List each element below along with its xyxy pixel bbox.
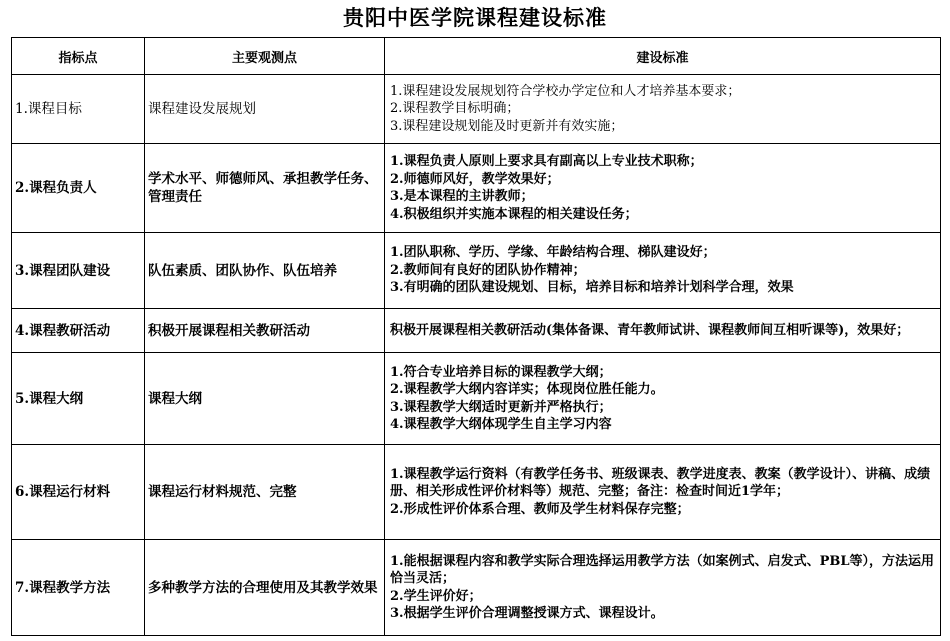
header-standard: 建设标准 bbox=[385, 38, 941, 75]
standard-cell bbox=[385, 309, 941, 353]
table-row bbox=[12, 144, 941, 233]
standard-line: 1.课程教学运行资料（有教学任务书、班级课表、教学进度表、教案（教学设计）、讲稿、成绩册、相关形成性评价材料等）规范、完整；备注：检查时间近1学年； bbox=[390, 466, 931, 500]
standard-cell bbox=[385, 540, 941, 636]
table-row bbox=[12, 540, 941, 636]
standard-line: 3.根据学生评价合理调整授课方式、课程设计。 bbox=[390, 606, 664, 621]
observation-cell: 课程运行材料规范、完整 bbox=[145, 445, 385, 540]
standard-line: 2.形成性评价体系合理、教师及学生材料保存完整； bbox=[390, 501, 690, 517]
indicator-cell: 1.课程目标 bbox=[12, 75, 145, 144]
table-row bbox=[12, 233, 941, 309]
standard-line: 2.师德师风好，教学效果好； bbox=[390, 171, 560, 187]
standard-cell bbox=[385, 445, 941, 540]
table-header-row bbox=[12, 38, 941, 75]
indicator-cell: 6.课程运行材料 bbox=[12, 445, 145, 540]
standard-line: 积极开展课程相关教研活动(集体备课、青年教师试讲、课程教师间互相听课等)，效果好； bbox=[390, 322, 910, 338]
standard-line: 2.教师间有良好的团队协作精神； bbox=[390, 262, 586, 278]
standard-line: 3.有明确的团队建设规划、目标，培养目标和培养计划科学合理，效果 bbox=[390, 280, 794, 296]
standard-line: 1.符合专业培养目标的课程教学大纲； bbox=[390, 364, 612, 380]
standard-line: 4.课程教学大纲体现学生自主学习内容 bbox=[390, 417, 612, 432]
standard-line: 1.课程建设发展规划符合学校办学定位和人才培养基本要求； bbox=[390, 83, 741, 99]
observation-cell: 课程建设发展规划 bbox=[145, 75, 385, 144]
standard-line: 2.课程教学目标明确； bbox=[390, 101, 520, 117]
page-title: 贵阳中医学院课程建设标准 bbox=[343, 5, 607, 30]
standard-cell bbox=[385, 144, 941, 233]
standard-line: 1.能根据课程内容和教学实际合理选择运用教学方法（如案例式、启发式、PBL等），方法运用恰当灵活； bbox=[390, 553, 934, 586]
indicator-cell: 7.课程教学方法 bbox=[12, 540, 145, 636]
header-observation: 主要观测点 bbox=[145, 38, 385, 75]
standard-cell bbox=[385, 233, 941, 309]
indicator-cell: 5.课程大纲 bbox=[12, 353, 145, 445]
observation-cell: 队伍素质、团队协作、队伍培养 bbox=[145, 233, 385, 309]
observation-cell: 课程大纲 bbox=[145, 353, 385, 445]
table-row bbox=[12, 75, 941, 144]
observation-cell: 学术水平、师德师风、承担教学任务、管理责任 bbox=[145, 144, 385, 233]
standard-cell bbox=[385, 75, 941, 144]
standard-line: 3.是本课程的主讲教师； bbox=[390, 189, 534, 204]
standards-table bbox=[11, 37, 941, 636]
indicator-cell: 4.课程教研活动 bbox=[12, 309, 145, 353]
observation-cell: 多种教学方法的合理使用及其教学效果 bbox=[145, 540, 385, 636]
indicator-cell: 3.课程团队建设 bbox=[12, 233, 145, 309]
header-indicator: 指标点 bbox=[12, 38, 145, 75]
table-row bbox=[12, 445, 941, 540]
standard-cell bbox=[385, 353, 941, 445]
standard-line: 3.课程教学大纲适时更新并严格执行； bbox=[390, 399, 612, 415]
standard-line: 1.课程负责人原则上要求具有副高以上专业技术职称； bbox=[390, 154, 703, 169]
standard-line: 1.团队职称、学历、学缘、年龄结构合理、梯队建设好； bbox=[390, 245, 716, 261]
standard-line: 2.课程教学大纲内容详实；体现岗位胜任能力。 bbox=[390, 382, 664, 397]
table-row bbox=[12, 309, 941, 353]
standard-line: 4.积极组织并实施本课程的相关建设任务； bbox=[390, 206, 638, 222]
indicator-cell: 2.课程负责人 bbox=[12, 144, 145, 233]
table-row bbox=[12, 353, 941, 445]
standard-line: 3.课程建设规划能及时更新并有效实施； bbox=[390, 118, 624, 134]
observation-cell: 积极开展课程相关教研活动 bbox=[145, 309, 385, 353]
standard-line: 2.学生评价好； bbox=[390, 588, 482, 604]
